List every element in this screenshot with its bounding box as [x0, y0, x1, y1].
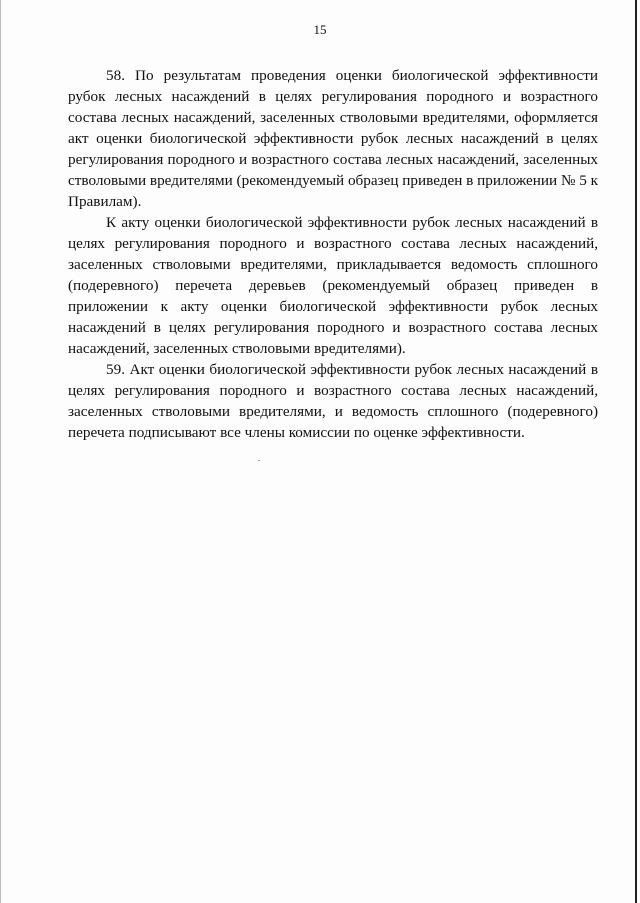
document-body: [68, 65, 598, 443]
paragraph-58: 58. По результатам проведения оценки биологической эффективности рубок лесных насаждений в целях регулирования породного и возрастного состава лесных насаждений, заселенных стволовыми вредителями, оформляется акт оценки биологической эффективности рубок лесных насаждений в целях регулирования породного и возрастного состава лесных насаждений, заселенных стволовыми вредителями (рекомендуемый образец приведен в приложении № 5 к Правилам).: [68, 67, 599, 210]
page-number: 15: [313, 22, 327, 37]
paragraph-59: 59. Акт оценки биологической эффективности рубок лесных насаждений в целях регулирования породного и возрастного состава лесных насаждений, заселенных стволовыми вредителями, и ведомость сплошного (подеревного) перечета подписывают все члены комиссии по оценке эффективности.: [68, 361, 598, 441]
scan-speck: [258, 460, 260, 461]
scan-right-edge: [635, 0, 637, 903]
scan-left-edge: [0, 0, 1, 903]
paragraph-attachment: К акту оценки биологической эффективности рубок лесных насаждений в целях регулирования породного и возрастного состава лесных насаждений, заселенных стволовыми вредителями, прикладывается ведомость сплошного (подеревного) перечета деревьев (рекомендуемый образец приведен в приложении к акту оценки биологической эффективности рубок лесных насаждений в целях регулирования породного и возрастного состава лесных насаждений, заселенных стволовыми вредителями).: [68, 214, 598, 357]
